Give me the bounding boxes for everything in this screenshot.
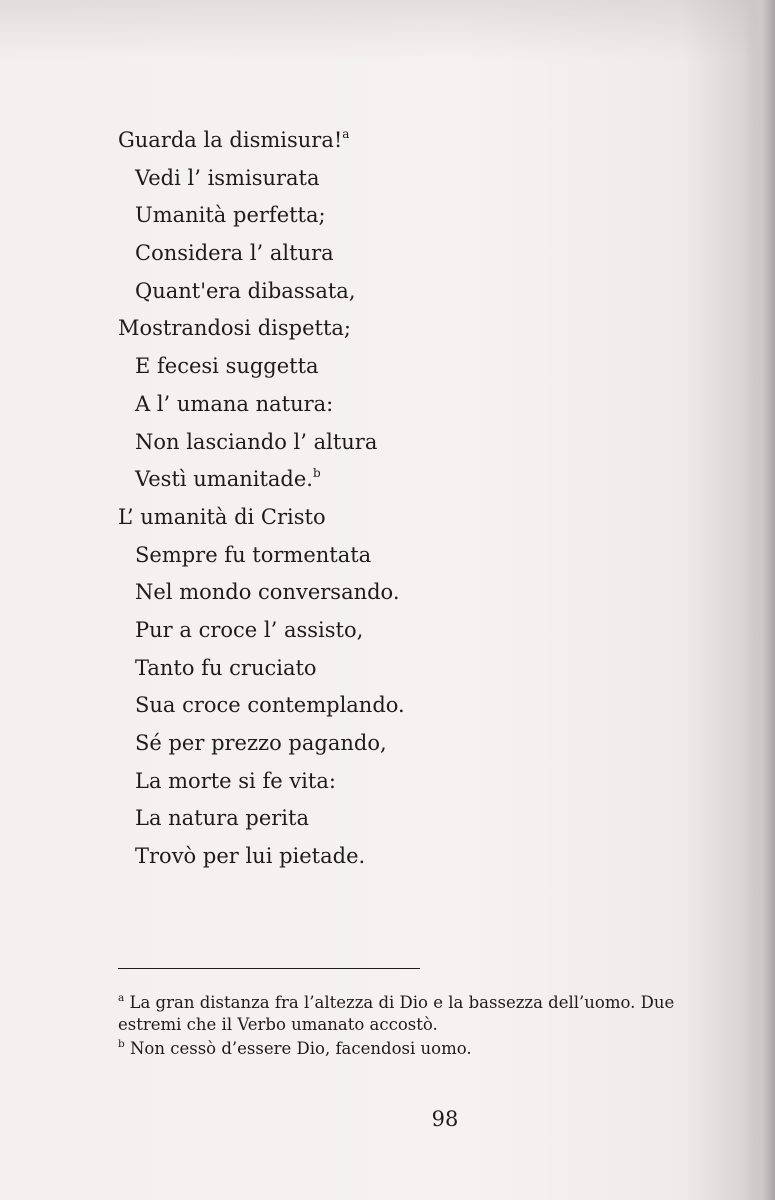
page-number: 98 bbox=[431, 1107, 459, 1131]
poem-line: E fecesi suggetta bbox=[135, 354, 319, 379]
poem-line: Nel mondo conversando. bbox=[135, 580, 400, 605]
poem-line: Mostrandosi dispetta; bbox=[118, 316, 351, 341]
poem-line: La natura perita bbox=[135, 806, 309, 831]
poem-line: Umanità perfetta; bbox=[135, 203, 326, 228]
footnote: $^a$ La gran distanza fra l’altezza di Dio e la bassezza dell’uomo. Due estremi che il Verbo umanato accostò. bbox=[118, 992, 675, 1034]
footnote-marker: b bbox=[118, 1038, 125, 1050]
scan-shadow-top bbox=[0, 0, 775, 60]
poem-line: La morte si fe vita: bbox=[135, 768, 336, 793]
footnote-marker: a bbox=[342, 127, 350, 141]
poem-line: Vedi l’ ismisurata bbox=[135, 165, 320, 190]
poem-line: Pur a croce l’ assisto, bbox=[135, 617, 364, 642]
poem-line: A l’ umana natura: bbox=[135, 391, 334, 416]
poem-line: Sempre fu tormentata bbox=[135, 542, 372, 567]
footnote-marker: a bbox=[118, 992, 125, 1004]
footnote-separator bbox=[118, 968, 420, 969]
footnotes bbox=[118, 992, 678, 1060]
poem-line: Sé per prezzo pagando, bbox=[135, 731, 387, 755]
poem-line: L’ umanità di Cristo bbox=[118, 504, 326, 529]
poem-line: Quant'era dibassata, bbox=[135, 278, 356, 303]
page-gutter-edge bbox=[745, 0, 775, 1200]
footnote-marker: b bbox=[312, 466, 321, 481]
poem-line: Guarda la dismisura!$^a$ bbox=[118, 127, 350, 152]
poem-line: Tanto fu cruciato bbox=[135, 655, 317, 680]
poem-line: Non lasciando l’ altura bbox=[135, 429, 378, 454]
poem-line: Sua croce contemplando. bbox=[135, 693, 405, 718]
poem-line: Trovò per lui pietade. bbox=[135, 844, 366, 869]
footnote: $^b$ Non cessò d’essere Dio, facendosi uomo. bbox=[118, 1038, 472, 1058]
poem bbox=[118, 122, 518, 876]
poem-line: Vestì umanitade.$^b$ bbox=[135, 466, 321, 492]
poem-line: Considera l’ altura bbox=[135, 241, 334, 266]
